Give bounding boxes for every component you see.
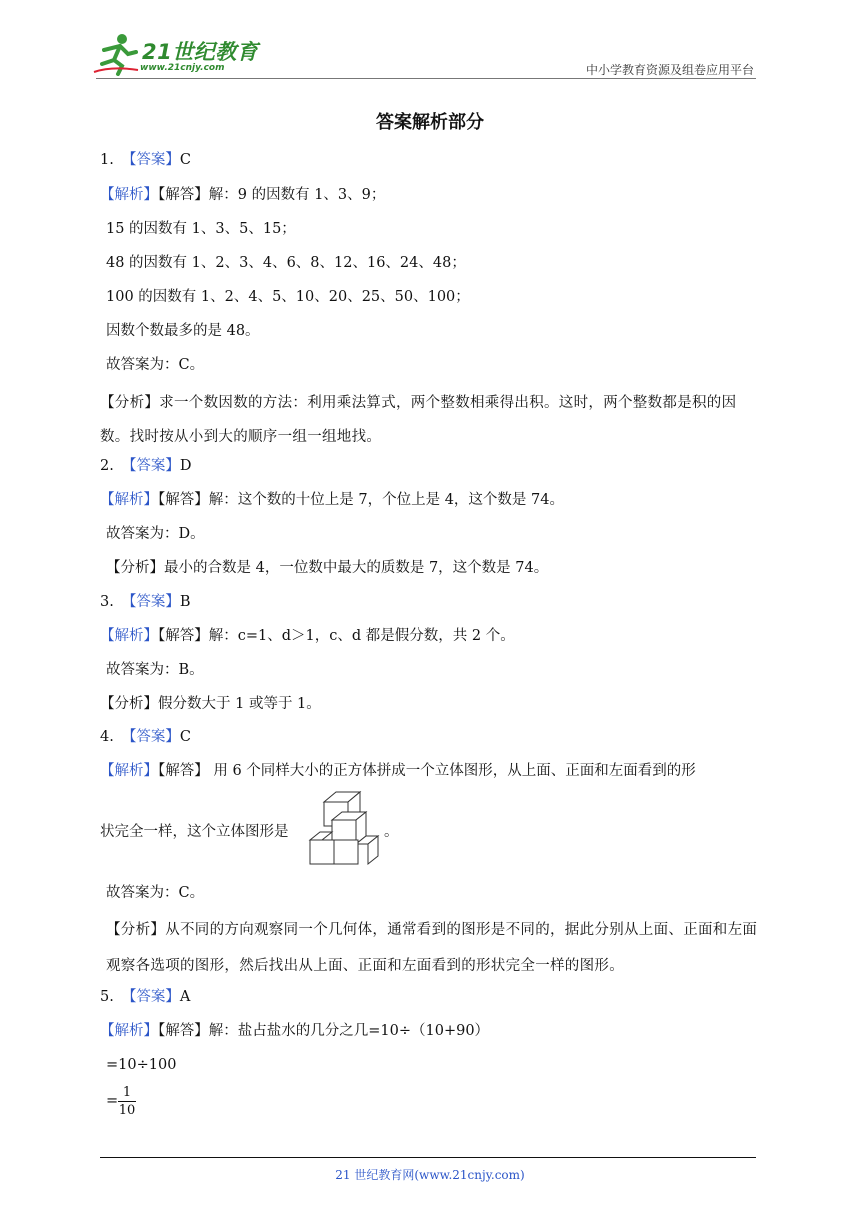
q2-solution-line (100, 490, 564, 510)
jiexi-tag: 【解析】 (100, 492, 158, 508)
q3-conclusion: 故答案为：B。 (106, 662, 204, 678)
q4-number: 4. (100, 729, 114, 745)
answer-tag: 【答案】 (121, 729, 180, 745)
q4-solution-line (100, 761, 696, 781)
q5-solution-line (100, 1021, 489, 1041)
q4-analysis-text: 从不同的方向观察同一个几何体，通常看到的图形是不同的，据此分别从上面、正面和左面观察各选项的图形，然后找出从上面、正面和左面看到的形状完全一样的图形。 (106, 922, 758, 974)
jieda-tag: 【解答】 (158, 492, 209, 508)
q4-solution-text: 用 6 个同样大小的正方体拼成一个立体图形，从上面、正面和左面看到的形 (208, 763, 696, 779)
q5-number: 5. (100, 989, 114, 1005)
runner-logo-icon (92, 32, 140, 76)
answer-tag: 【答案】 (121, 989, 180, 1005)
q4-conclusion: 故答案为：C。 (106, 885, 205, 901)
q3-solution-line (100, 626, 515, 646)
fraction-numerator: 1 (122, 1085, 132, 1100)
q4-analysis (106, 912, 760, 984)
q2-number: 2. (100, 458, 114, 474)
q1-conclusion: 故答案为：C。 (106, 357, 205, 373)
q1-line-3: 48 的因数有 1、2、3、4、6、8、12、16、24、48； (106, 255, 466, 271)
footer-divider (100, 1157, 756, 1158)
jieda-tag: 【解答】 (158, 763, 209, 779)
logo-url: www.21cnjy.com (140, 63, 225, 73)
q1-solution-text: 解：9 的因数有 1、3、9； (208, 187, 386, 203)
jiexi-tag: 【解析】 (100, 763, 158, 779)
q1-solution-line (100, 185, 385, 205)
fraction-denominator: 10 (118, 1103, 136, 1118)
q5-answer-line (100, 987, 190, 1007)
q3-number: 3. (100, 594, 114, 610)
q5-solution-text: 解：盐占盐水的几分之几=10÷（10+90） (208, 1023, 490, 1039)
q1-analysis (100, 386, 760, 454)
footer-link[interactable]: 21 世纪教育网(www.21cnjy.com) (335, 1168, 525, 1182)
q5-answer: A (179, 989, 191, 1005)
q4-answer: C (179, 729, 191, 745)
fenxi-tag: 【分析】 (106, 560, 164, 576)
q1-line-2: 15 的因数有 1、3、5、15； (106, 221, 296, 237)
jieda-tag: 【解答】 (158, 1023, 209, 1039)
answer-tag: 【答案】 (121, 152, 180, 168)
jiexi-tag: 【解析】 (100, 628, 158, 644)
q1-number: 1. (100, 152, 114, 168)
equals-sign: = (106, 1093, 119, 1109)
answer-tag: 【答案】 (121, 594, 180, 610)
fenxi-tag: 【分析】 (106, 922, 166, 938)
fraction-bar (118, 1101, 136, 1102)
jieda-tag: 【解答】 (158, 628, 209, 644)
q2-answer: D (179, 458, 192, 474)
page-title: 答案解析部分 (376, 112, 484, 133)
q2-analysis-text: 最小的合数是 4，一位数中最大的质数是 7，这个数是 74。 (164, 560, 549, 576)
q2-solution-text: 解：这个数的十位上是 7，个位上是 4，这个数是 74。 (208, 492, 564, 508)
jieda-tag: 【解答】 (158, 187, 209, 203)
page-header (0, 0, 860, 82)
q4-solution-line-2: 状完全一样，这个立体图形是 (100, 824, 289, 840)
q1-answer-line (100, 150, 191, 170)
q3-analysis (100, 694, 321, 714)
fraction-one-tenth (118, 1085, 136, 1118)
q3-analysis-text: 假分数大于 1 或等于 1。 (158, 696, 321, 712)
q1-answer: C (179, 152, 191, 168)
platform-label: 中小学教育资源及组卷应用平台 (585, 63, 754, 77)
jiexi-tag: 【解析】 (100, 187, 158, 203)
q5-step-1: =10÷100 (106, 1057, 177, 1073)
cube-stack-figure (304, 790, 384, 868)
site-logo[interactable] (92, 30, 292, 78)
jiexi-tag: 【解析】 (100, 1023, 158, 1039)
fenxi-tag: 【分析】 (100, 395, 160, 411)
fenxi-tag: 【分析】 (100, 696, 158, 712)
logo-text: 21世纪教育 (142, 40, 259, 64)
q3-solution-text: 解：c=1、d＞1，c、d 都是假分数，共 2 个。 (208, 628, 515, 644)
answer-tag: 【答案】 (121, 458, 180, 474)
header-divider (96, 78, 756, 79)
q1-analysis-text: 求一个数因数的方法：利用乘法算式，两个整数相乘得出积。这时，两个整数都是积的因数。找时按从小到大的顺序一组一组地找。 (100, 395, 737, 445)
q3-answer: B (179, 594, 191, 610)
q4-solution-end: 。 (384, 824, 399, 840)
q2-answer-line (100, 456, 191, 476)
q3-answer-line (100, 592, 191, 612)
q2-analysis (106, 558, 548, 578)
q1-line-4: 100 的因数有 1、2、4、5、10、20、25、50、100； (106, 289, 470, 305)
q1-line-5: 因数个数最多的是 48。 (106, 323, 260, 339)
q2-conclusion: 故答案为：D。 (106, 526, 205, 542)
q4-answer-line (100, 727, 191, 747)
